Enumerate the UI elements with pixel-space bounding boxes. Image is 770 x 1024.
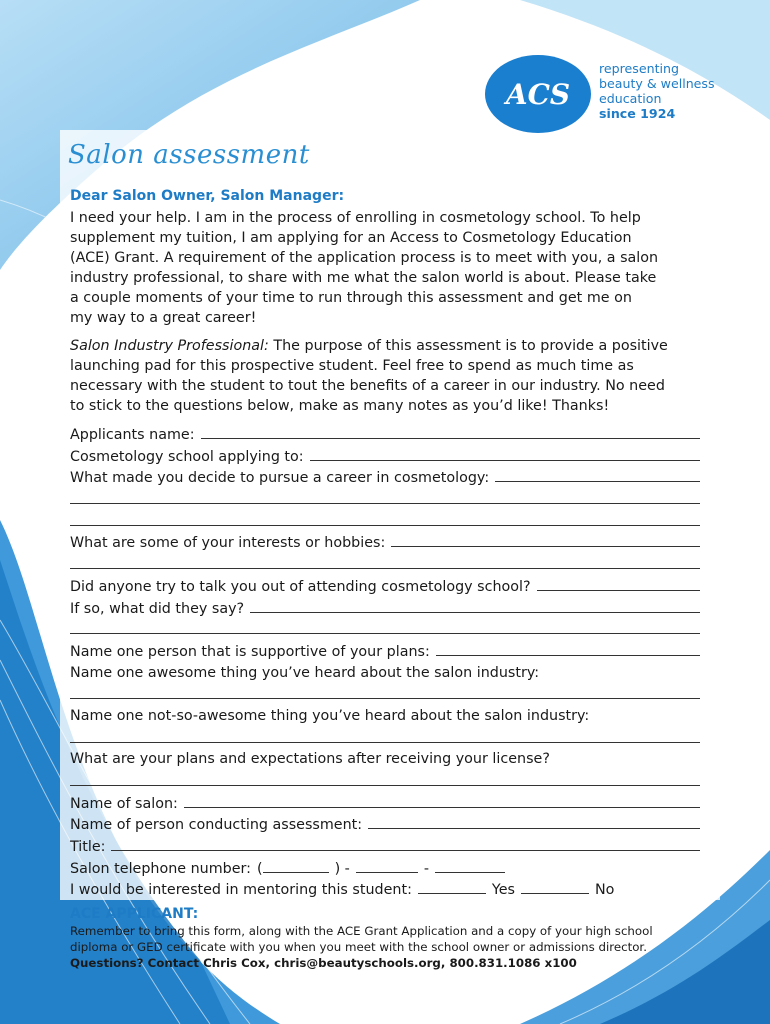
- blank-line: [70, 619, 700, 641]
- professional-line: launching pad for this prospective student. Feel free to spend as much time as: [70, 358, 634, 374]
- intro-paragraph: [70, 208, 720, 328]
- intro-line: supplement my tuition, I am applying for an Access to Cosmetology Education: [70, 230, 632, 246]
- plans-label: What are your plans and expectations after receiving your license?: [70, 751, 550, 768]
- tagline-line: representing: [599, 61, 679, 76]
- form-content: [70, 186, 720, 901]
- tagline-line: beauty & wellness: [599, 76, 715, 91]
- plans-row: [70, 749, 700, 771]
- talk-out-field[interactable]: [537, 576, 700, 591]
- professional-paragraph: [70, 336, 720, 416]
- tagline-line: education: [599, 91, 662, 106]
- why-label: What made you decide to pursue a career in cosmetology:: [70, 470, 490, 487]
- greeting: Dear Salon Owner, Salon Manager:: [70, 188, 345, 204]
- mentor-row: [70, 879, 700, 901]
- supportive-field[interactable]: [436, 641, 700, 656]
- title-label: Title:: [70, 839, 106, 856]
- why-field-3[interactable]: [70, 511, 700, 526]
- not-awesome-row: [70, 706, 700, 728]
- interests-label: What are some of your interests or hobbies:: [70, 535, 386, 552]
- professional-line: necessary with the student to tout the benefits of a career in our industry. No need: [70, 378, 665, 394]
- not-awesome-label: Name one not-so-awesome thing you’ve heard about the salon industry:: [70, 707, 590, 724]
- phone-separator: ) -: [334, 860, 350, 877]
- professional-lead: Salon Industry Professional:: [70, 338, 269, 354]
- ace-applicant-note: [70, 905, 730, 972]
- blank-line: [70, 554, 700, 576]
- school-field[interactable]: [310, 446, 700, 461]
- salon-name-row: [70, 793, 700, 815]
- mentor-no-field[interactable]: [521, 879, 589, 894]
- mentor-no-label: No: [594, 882, 615, 899]
- why-row: [70, 467, 700, 489]
- blank-line: [70, 728, 700, 750]
- not-awesome-field[interactable]: [70, 728, 700, 743]
- interests-field-2[interactable]: [70, 554, 700, 569]
- salon-name-field[interactable]: [184, 793, 700, 808]
- interests-field[interactable]: [391, 532, 700, 547]
- tagline-since: since 1924: [599, 106, 676, 121]
- phone-row: [70, 858, 700, 880]
- intro-line: I need your help. I am in the process of enrolling in cosmetology school. To help: [70, 210, 641, 226]
- title-row: [70, 836, 700, 858]
- intro-line: my way to a great career!: [70, 310, 257, 326]
- blank-line: [70, 511, 700, 533]
- talk-out-label: Did anyone try to talk you out of attending cosmetology school?: [70, 578, 531, 595]
- svg-text:ACS: ACS: [505, 78, 571, 111]
- ace-instruction-line: diploma or GED certificate with you when you meet with the school owner or admissions director.: [70, 940, 647, 954]
- page-title: Salon assessment: [68, 140, 310, 170]
- intro-line: (ACE) Grant. A requirement of the application process is to meet with you, a salon: [70, 250, 659, 266]
- title-field[interactable]: [111, 836, 700, 851]
- blank-line: [70, 684, 700, 706]
- what-say-field[interactable]: [250, 598, 700, 613]
- conductor-row: [70, 814, 700, 836]
- intro-line: industry professional, to share with me what the salon world is about. Please take: [70, 270, 657, 286]
- talk-out-row: [70, 576, 700, 598]
- interests-row: [70, 532, 700, 554]
- salon-name-label: Name of salon:: [70, 795, 178, 812]
- assessment-form: [70, 424, 720, 901]
- intro-line: a couple moments of your time to run through this assessment and get me on: [70, 290, 632, 306]
- blank-line: [70, 771, 700, 793]
- what-say-field-2[interactable]: [70, 619, 700, 634]
- school-label: Cosmetology school applying to:: [70, 448, 304, 465]
- phone-paren-open: (: [256, 860, 263, 877]
- supportive-row: [70, 641, 700, 663]
- tagline: [599, 61, 715, 121]
- awesome-label: Name one awesome thing you’ve heard about the salon industry:: [70, 664, 540, 681]
- school-row: [70, 446, 700, 468]
- phone-prefix-field[interactable]: [356, 858, 418, 873]
- supportive-label: Name one person that is supportive of your plans:: [70, 643, 430, 660]
- applicant-name-field[interactable]: [201, 424, 700, 439]
- acs-logo: [484, 54, 592, 134]
- ace-contact: Questions? Contact Chris Cox, chris@beautyschools.org, 800.831.1086 x100: [70, 956, 577, 970]
- conductor-field[interactable]: [368, 814, 700, 829]
- ace-heading: ACE APPLICANT:: [70, 906, 199, 922]
- mentor-label: I would be interested in mentoring this student:: [70, 882, 412, 899]
- phone-dash: -: [423, 860, 430, 877]
- applicant-name-row: [70, 424, 700, 446]
- awesome-row: [70, 663, 700, 685]
- applicant-name-label: Applicants name:: [70, 427, 195, 443]
- what-say-row: [70, 598, 700, 620]
- why-field-2[interactable]: [70, 489, 700, 504]
- mentor-yes-field[interactable]: [418, 879, 486, 894]
- conductor-label: Name of person conducting assessment:: [70, 817, 363, 834]
- mentor-yes-label: Yes: [491, 882, 515, 899]
- professional-line: The purpose of this assessment is to provide a positive: [268, 338, 668, 354]
- plans-field[interactable]: [70, 771, 700, 786]
- what-say-label: If so, what did they say?: [70, 600, 245, 617]
- phone-area-field[interactable]: [263, 858, 329, 873]
- ace-instruction-line: Remember to bring this form, along with the ACE Grant Application and a copy of your high school: [70, 924, 653, 938]
- phone-line-field[interactable]: [435, 858, 505, 873]
- professional-line: to stick to the questions below, make as many notes as you’d like! Thanks!: [70, 398, 610, 414]
- phone-label: Salon telephone number:: [70, 860, 251, 877]
- why-field[interactable]: [495, 467, 700, 482]
- blank-line: [70, 489, 700, 511]
- awesome-field[interactable]: [70, 684, 700, 699]
